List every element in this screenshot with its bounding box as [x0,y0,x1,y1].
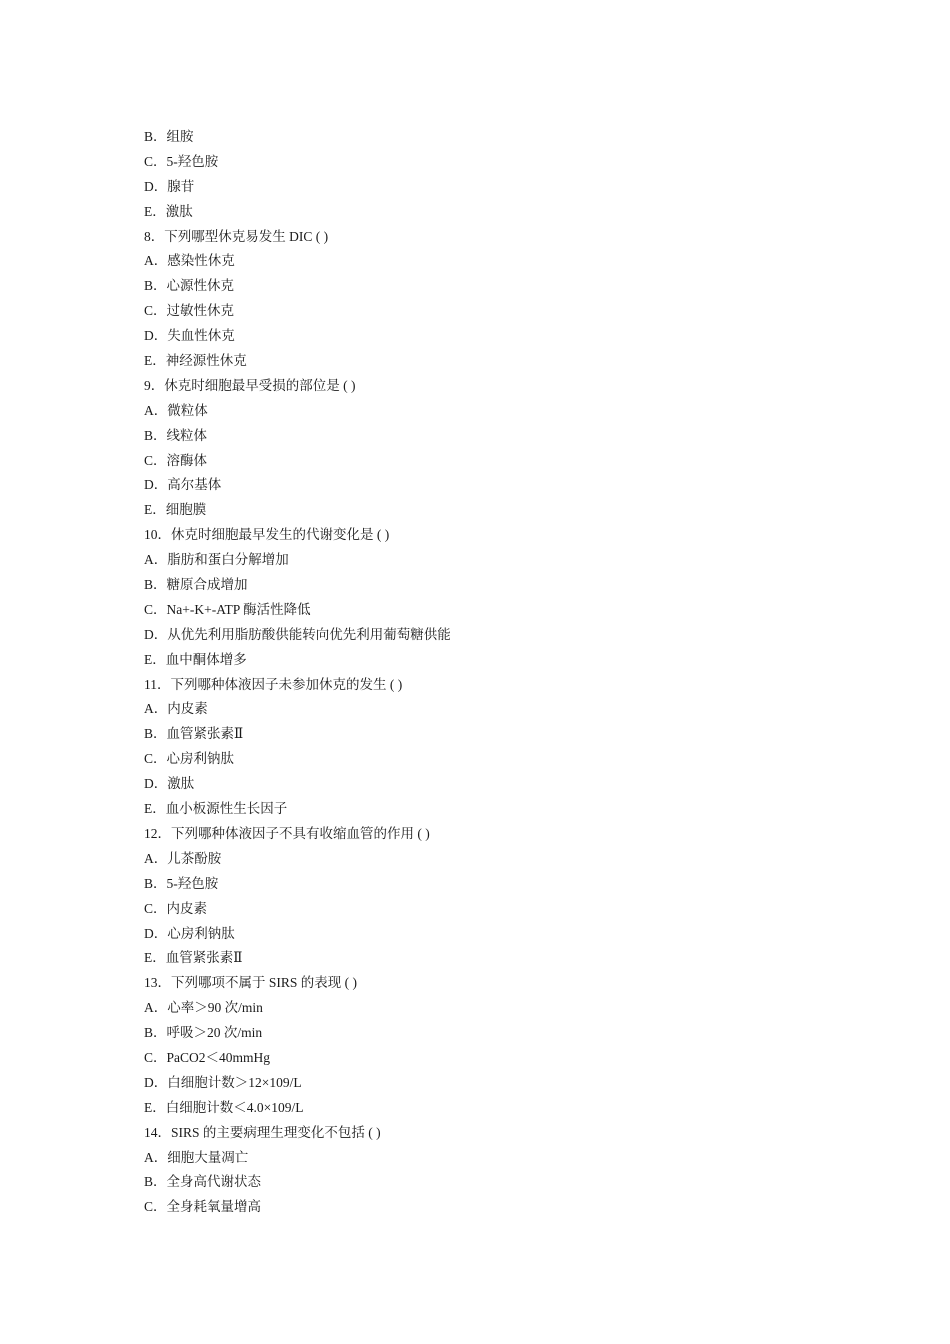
option-line: B．线粒体 [144,427,208,443]
option-line: C．Na+-K+-ATP 酶活性降低 [144,601,311,617]
option-line: B．5-羟色胺 [144,875,219,891]
question-line: 13．下列哪项不属于 SIRS 的表现 ( ) [144,975,358,991]
option-line: A．内皮素 [144,701,208,717]
option-line: D．高尔基体 [144,477,222,493]
option-line: D．腺苷 [144,178,195,194]
option-line: A．儿茶酚胺 [144,850,222,866]
question-line: 14．SIRS 的主要病理生理变化不包括 ( ) [144,1124,381,1140]
question-line: 9．休克时细胞最早受损的部位是 ( ) [144,377,356,393]
question-line: 12．下列哪种体液因子不具有收缩血管的作用 ( ) [144,825,430,841]
question-line: 11．下列哪种体液因子未参加休克的发生 ( ) [144,676,403,692]
option-line: D．失血性休克 [144,328,235,344]
option-line: C．全身耗氧量增高 [144,1199,262,1215]
option-line: B．糖原合成增加 [144,577,248,593]
option-line: E．血小板源性生长因子 [144,801,288,817]
option-line: B．心源性休克 [144,278,235,294]
option-line: C．过敏性休克 [144,303,235,319]
option-line: A．细胞大量凋亡 [144,1149,249,1165]
option-line: D．激肽 [144,776,195,792]
option-line: E．血管紧张素Ⅱ [144,950,243,966]
option-line: A．感染性休克 [144,253,235,269]
option-line: C．5-羟色胺 [144,153,219,169]
option-line: C．溶酶体 [144,452,208,468]
question-line: 10．休克时细胞最早发生的代谢变化是 ( ) [144,527,390,543]
option-line: A．心率＞90 次/min [144,1000,263,1016]
option-line: C．PaCO2＜40mmHg [144,1049,271,1065]
option-line: D．白细胞计数＞12×109/L [144,1074,302,1090]
option-line: C．心房利钠肽 [144,751,235,767]
option-line: B．呼吸＞20 次/min [144,1025,263,1041]
option-line: E．细胞膜 [144,502,207,518]
document-body [144,125,844,1220]
option-line: A．微粒体 [144,402,208,418]
option-line: D．从优先利用脂肪酸供能转向优先利用葡萄糖供能 [144,626,451,642]
option-line: A．脂肪和蛋白分解增加 [144,552,289,568]
option-line: C．内皮素 [144,900,208,916]
option-line: D．心房利钠肽 [144,925,235,941]
option-line: E．白细胞计数＜4.0×109/L [144,1099,304,1115]
option-line: E．神经源性休克 [144,353,247,369]
question-line: 8．下列哪型休克易发生 DIC ( ) [144,228,329,244]
option-line: B．全身高代谢状态 [144,1174,262,1190]
option-line: E．血中酮体增多 [144,651,247,667]
option-line: E．激肽 [144,203,193,219]
option-line: B．组胺 [144,129,194,144]
option-line: B．血管紧张素Ⅱ [144,726,244,742]
